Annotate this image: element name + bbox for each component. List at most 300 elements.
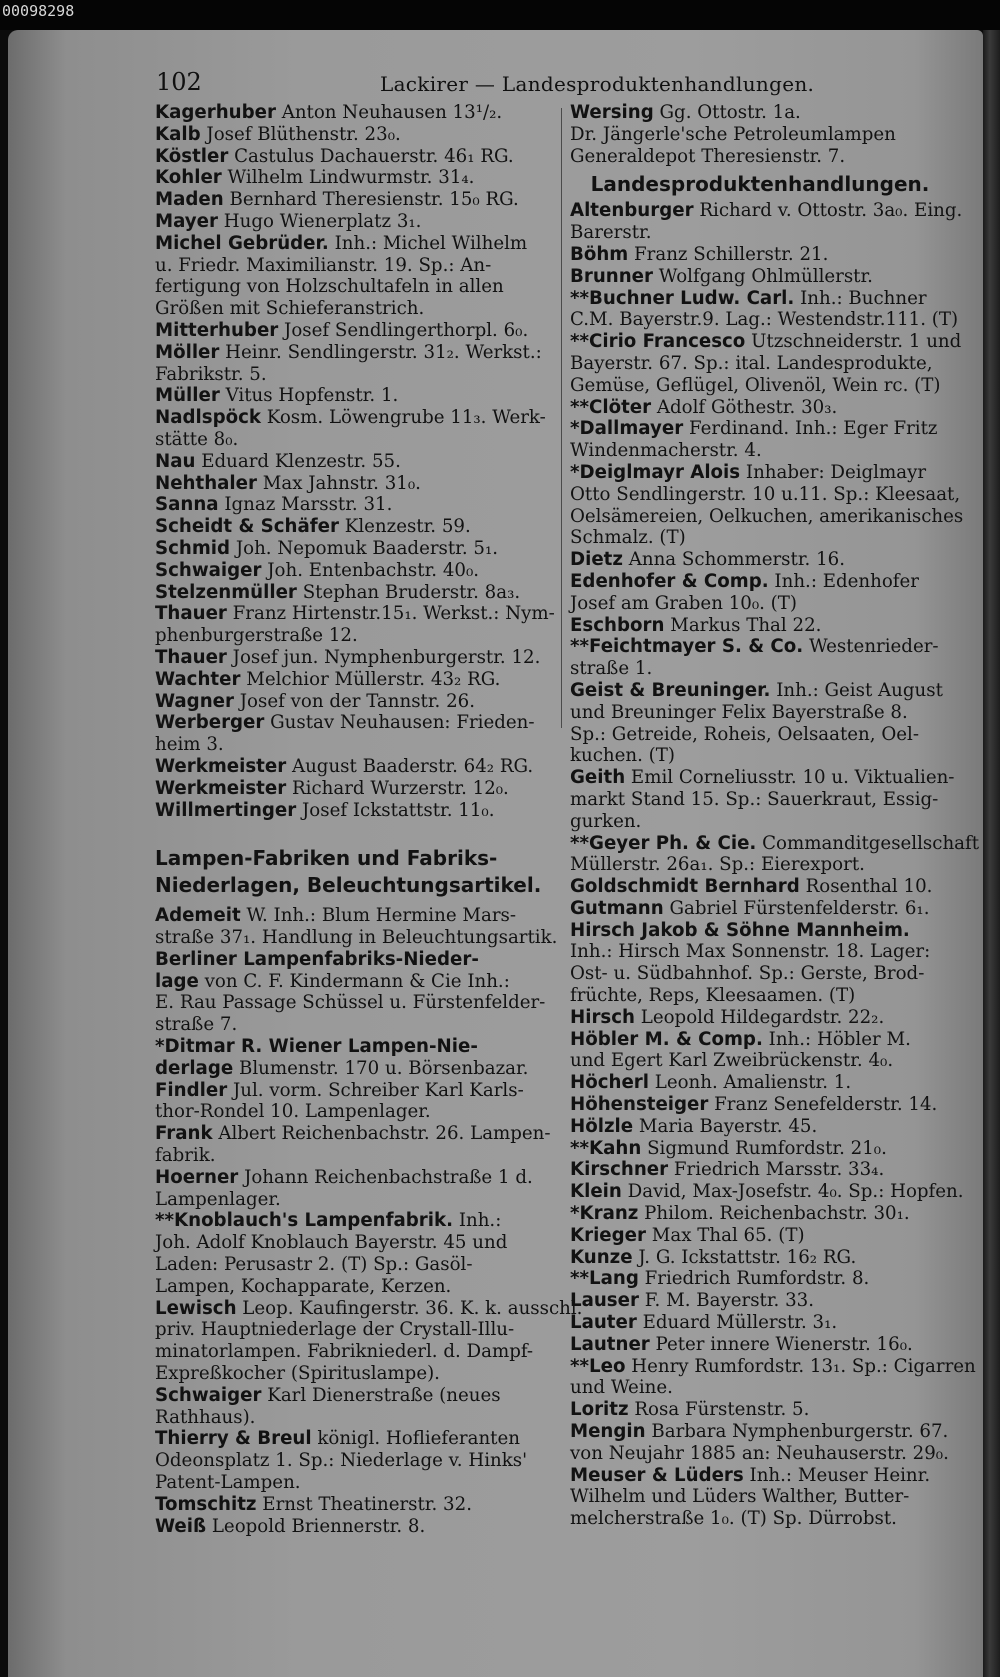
directory-line: [155, 1363, 555, 1385]
entry-name: Nau: [155, 450, 196, 472]
directory-line: [570, 615, 950, 637]
entry-details: Oelsämereien, Oelkuchen, amerikanisches: [570, 505, 964, 527]
entry-details: Generaldepot Theresienstr. 7.: [570, 145, 846, 167]
directory-line: [570, 418, 950, 440]
entry-name: *Deiglmayr Alois: [570, 461, 741, 483]
entry-details: Gg. Ottostr. 1a.: [653, 102, 801, 123]
entry-name: Schmid: [155, 537, 231, 559]
directory-line: [155, 1058, 555, 1080]
entry-details: Leopold Briennerstr. 8.: [206, 1515, 426, 1537]
directory-line: [570, 375, 950, 397]
directory-line: [155, 407, 555, 429]
entry-name: Köstler: [155, 145, 229, 167]
entry-name: Thierry & Breul: [155, 1428, 312, 1450]
directory-line: [570, 811, 950, 833]
entry-name: Möller: [155, 341, 220, 363]
directory-line: [155, 800, 555, 822]
entry-details: melcherstraße 1₀. (T) Sp. Dürrobst.: [570, 1508, 897, 1530]
directory-line: [570, 985, 950, 1007]
directory-line: [570, 1355, 976, 1378]
directory-line: [155, 1014, 555, 1036]
entry-details: Müllerstr. 26a₁. Sp.: Eierexport.: [570, 854, 865, 876]
entry-details: Inh.: Geist August: [770, 679, 943, 701]
entry-details: Ost- u. Südbahnhof. Sp.: Gerste, Brod-: [570, 963, 925, 985]
entry-details: minatorlampen. Fabrikniederl. d. Dampf-: [155, 1341, 534, 1363]
entry-details: Josef von der Tannstr. 26.: [233, 690, 476, 712]
directory-line: [570, 1268, 950, 1290]
entry-details: Inh.: Hirsch Max Sonnenstr. 18. Lager:: [570, 941, 931, 963]
entry-name: Thauer: [155, 603, 227, 625]
entry-name: Höcherl: [570, 1072, 649, 1094]
entry-name: **Feichtmayer S. & Co.: [570, 636, 804, 658]
directory-line: [570, 1377, 950, 1399]
directory-line: [155, 778, 555, 800]
entry-name: Willmertinger: [155, 799, 297, 821]
page-header: [150, 68, 950, 100]
directory-line: [155, 451, 555, 473]
directory-line: [155, 603, 555, 625]
directory-line: [155, 1516, 555, 1538]
right-column: [570, 102, 980, 1530]
directory-line: [155, 625, 555, 647]
directory-line: [155, 1080, 555, 1102]
directory-line: [570, 941, 950, 963]
entry-details: Barbara Nymphenburgerstr. 67.: [645, 1421, 949, 1443]
entry-name: **Clöter: [570, 396, 652, 418]
entry-details: Leonh. Amalienstr. 1.: [648, 1072, 852, 1094]
entry-name: Findler: [155, 1079, 228, 1101]
entry-details: Inhaber: Deiglmayr: [740, 461, 927, 483]
entry-details: Größen mit Schieferanstrich.: [155, 298, 425, 320]
entry-details: Lampen, Kochapparate, Kerzen.: [155, 1275, 452, 1297]
directory-line: [155, 429, 555, 451]
directory-line: [155, 927, 558, 949]
entry-details: Lampenlager.: [155, 1188, 281, 1210]
entry-details: Otto Sendlingerstr. 10 u.11. Sp.: Kleesaat,: [570, 483, 961, 505]
directory-line: [155, 691, 555, 713]
entry-details: Leop. Kaufingerstr. 36. K. k. ausschl.: [236, 1297, 583, 1319]
entry-details: Franz Senefelderstr. 14.: [708, 1094, 938, 1116]
entry-details: Josef jun. Nymphenburgerstr. 12.: [226, 646, 541, 668]
directory-line: [570, 244, 950, 266]
entry-details: E. Rau Passage Schüssel u. Fürstenfelder-: [155, 992, 546, 1014]
entry-name: Höbler M. & Comp.: [570, 1028, 763, 1050]
entry-name: **Leo: [570, 1355, 626, 1377]
entry-name: Tomschitz: [155, 1493, 257, 1515]
directory-line: [155, 146, 555, 168]
entry-details: Inh.: Edenhofer: [768, 570, 919, 592]
entry-name: Brunner: [570, 265, 653, 287]
section-heading-landesprodukte: Landesproduktenhandlungen.: [590, 172, 930, 197]
entry-name: Lauter: [570, 1312, 637, 1334]
entry-name: Werkmeister: [155, 777, 287, 799]
entry-details: und Weine.: [570, 1377, 673, 1399]
entry-name: Weiß: [155, 1515, 207, 1537]
entry-details: Inh.: Meuser Heinr.: [743, 1464, 931, 1486]
entry-name: Höhensteiger: [570, 1094, 709, 1116]
left-entries-lampen-lackirer: [155, 102, 555, 821]
entry-details: Josef Ickstattstr. 11₀.: [296, 799, 495, 821]
entry-name: Schwaiger: [155, 559, 262, 581]
directory-line: [155, 189, 555, 211]
entry-details: Rosa Fürstenstr. 5.: [628, 1399, 810, 1421]
entry-name: Kunze: [570, 1246, 633, 1268]
directory-line: [570, 222, 950, 244]
entry-details: Patent-Lampen.: [155, 1472, 301, 1494]
directory-line: [155, 342, 555, 364]
directory-line: [155, 494, 555, 516]
entry-details: Sp.: Getreide, Roheis, Oelsaaten, Oel-: [570, 723, 919, 745]
directory-line: [155, 1101, 555, 1123]
entry-details: Inh.: Buchner: [794, 287, 927, 309]
entry-details: Philom. Reichenbachstr. 30₁.: [638, 1203, 910, 1225]
entry-details: Wolfgang Ohlmüllerstr.: [652, 265, 873, 287]
scan-id: 00098298: [2, 2, 75, 20]
entry-details: Franz Hirtenstr.15₁. Werkst.: Nym-: [226, 603, 555, 625]
directory-line: [570, 200, 963, 222]
entry-name: **Geyer Ph. & Cie.: [570, 832, 757, 854]
entry-name: Berliner Lampenfabriks-Nieder-: [155, 948, 479, 970]
entry-details: Jul. vorm. Schreiber Karl Karls-: [227, 1079, 524, 1101]
entry-details: Schmalz. (T): [570, 527, 686, 549]
entry-name: lage: [155, 970, 199, 992]
entry-details: Utzschneiderstr. 1 und: [745, 331, 962, 353]
entry-name: **Knoblauch's Lampenfabrik.: [155, 1210, 454, 1232]
right-entries-landesprodukte: [570, 200, 980, 1530]
entry-details: Markus Thal 22.: [664, 614, 822, 636]
entry-name: Hölzle: [570, 1115, 634, 1137]
directory-line: [570, 505, 964, 528]
directory-line: [155, 1472, 555, 1494]
directory-line: [155, 538, 555, 560]
directory-line: [570, 397, 950, 419]
entry-details: Windenmacherstr. 4.: [570, 440, 762, 462]
entry-details: Fabrikstr. 5.: [155, 363, 267, 385]
entry-details: Josef am Graben 10₀. (T): [570, 592, 798, 614]
entry-details: Sigmund Rumfordstr. 21₀.: [641, 1137, 887, 1159]
entry-details: Stephan Bruderstr. 8a₃.: [296, 581, 521, 603]
directory-line: [570, 832, 980, 855]
directory-line: [570, 353, 950, 375]
entry-details: früchte, Reps, Kleesaamen. (T): [570, 985, 856, 1007]
entry-name: Mayer: [155, 210, 218, 232]
directory-line: [570, 571, 950, 593]
directory-line: [155, 320, 555, 342]
directory-line: [570, 593, 950, 615]
directory-line: [155, 756, 555, 778]
entry-details: Odeonsplatz 1. Sp.: Niederlage v. Hinks': [155, 1450, 528, 1472]
entry-details: Dr. Jängerle'sche Petroleumlampen: [570, 123, 896, 145]
entry-name: Scheidt & Schäfer: [155, 516, 339, 538]
entry-details: Emil Corneliusstr. 10 u. Viktualien-: [625, 767, 955, 789]
directory-line: [155, 385, 555, 407]
entry-name: Goldschmidt Bernhard: [570, 876, 800, 898]
running-head: Lackirer — Landesproduktenhandlungen.: [380, 72, 815, 96]
directory-line: [155, 949, 555, 971]
entry-details: stätte 8₀.: [155, 428, 239, 450]
entry-name: Hoerner: [155, 1166, 239, 1188]
directory-line: [570, 146, 950, 168]
entry-details: Inh.: Höbler M.: [762, 1028, 911, 1050]
entry-name: Geist & Breuninger.: [570, 679, 771, 701]
directory-line: [155, 1450, 555, 1472]
entry-name: Kalb: [155, 123, 201, 145]
entry-name: Stelzenmüller: [155, 581, 297, 603]
entry-name: Werkmeister: [155, 755, 287, 777]
entry-name: **Cirio Francesco: [570, 331, 746, 353]
entry-details: phenburgerstraße 12.: [155, 625, 358, 647]
entry-details: Wilhelm Lindwurmstr. 31₄.: [221, 167, 475, 189]
entry-details: Westenrieder-: [803, 636, 939, 658]
entry-details: Expreßkocher (Spirituslampe).: [155, 1363, 440, 1385]
directory-line: [155, 647, 555, 669]
directory-line: [155, 1276, 555, 1298]
entry-details: priv. Hauptniederlage der Crystall-Illu-: [155, 1319, 515, 1341]
entry-details: Max Jahnstr. 31₀.: [256, 472, 421, 494]
entry-name: Edenhofer & Comp.: [570, 570, 769, 592]
entry-details: Laden: Perusastr 2. (T) Sp.: Gasöl-: [155, 1254, 473, 1276]
entry-name: Kirschner: [570, 1159, 669, 1181]
entry-details: Eduard Klenzestr. 55.: [195, 450, 401, 472]
directory-line: [570, 1203, 950, 1225]
entry-name: Krieger: [570, 1224, 646, 1246]
directory-line: [155, 905, 555, 927]
directory-line: [155, 276, 555, 298]
directory-line: [155, 669, 555, 691]
entry-details: Hugo Wienerplatz 3₁.: [217, 210, 422, 232]
directory-line: [570, 1181, 964, 1203]
directory-line: [570, 1072, 950, 1094]
entry-details: Wilhelm und Lüders Walther, Butter-: [570, 1486, 910, 1508]
directory-line: [155, 473, 555, 495]
directory-line: [155, 712, 555, 734]
directory-line: [570, 963, 950, 985]
left-column: [155, 102, 583, 1537]
directory-line: [155, 1494, 555, 1516]
entry-name: *Ditmar R. Wiener Lampen-Nie-: [155, 1036, 478, 1058]
entry-details: Henry Rumfordstr. 13₁. Sp.: Cigarren: [625, 1355, 976, 1377]
entry-name: Nadlspöck: [155, 407, 261, 429]
entry-name: Mitterhuber: [155, 319, 279, 341]
entry-details: heim 3.: [155, 734, 224, 756]
entry-details: Anton Neuhausen 13¹/₂.: [275, 102, 503, 123]
section-heading-line: Lampen-Fabriken und Fabriks-: [155, 846, 498, 871]
directory-line: [570, 1508, 950, 1530]
directory-line: [570, 767, 955, 789]
entry-details: Leopold Hildegardstr. 22₂.: [634, 1006, 885, 1028]
entry-details: Franz Schillerstr. 21.: [628, 243, 829, 265]
entry-name: Werberger: [155, 712, 265, 734]
directory-line: [155, 1297, 583, 1320]
entry-details: Inh.:: [453, 1210, 502, 1232]
entry-details: Ernst Theatinerstr. 32.: [256, 1493, 472, 1515]
directory-line: [570, 724, 950, 746]
entry-details: Castulus Dachauerstr. 46₁ RG.: [228, 145, 514, 167]
entry-details: thor-Rondel 10. Lampenlager.: [155, 1101, 431, 1123]
entry-details: Kosm. Löwengrube 11₃. Werk-: [260, 407, 546, 429]
entry-name: Loritz: [570, 1399, 629, 1421]
entry-name: Michel Gebrüder.: [155, 232, 329, 254]
directory-line: [570, 1334, 950, 1356]
entry-details: Adolf Göthestr. 30₃.: [651, 396, 838, 418]
entry-name: Dietz: [570, 549, 623, 571]
directory-line: [570, 549, 950, 571]
entry-details: Vitus Hopfenstr. 1.: [219, 385, 399, 407]
directory-line: [155, 582, 555, 604]
entry-name: **Lang: [570, 1268, 639, 1290]
entry-name: **Kahn: [570, 1137, 642, 1159]
entry-name: Ademeit: [155, 905, 241, 927]
entry-name: Lautner: [570, 1333, 650, 1355]
entry-details: Richard Wurzerstr. 12₀.: [286, 777, 509, 799]
directory-line: [570, 1029, 950, 1051]
entry-name: Lewisch: [155, 1297, 237, 1319]
directory-line: [155, 560, 555, 582]
entry-details: Gabriel Fürstenfelderstr. 6₁.: [663, 897, 930, 919]
directory-line: [155, 1167, 555, 1189]
entry-details: Friedrich Rumfordstr. 8.: [638, 1268, 870, 1290]
entry-name: Sanna: [155, 494, 219, 516]
entry-name: Hirsch: [570, 1006, 635, 1028]
entry-details: Richard v. Ottostr. 3a₀. Eing.: [693, 200, 963, 222]
entry-name: Geith: [570, 767, 626, 789]
entry-details: Joh. Entenbachstr. 40₀.: [261, 559, 480, 581]
scan-header-bar: [0, 0, 1000, 30]
directory-line: [570, 266, 950, 288]
entry-name: Gutmann: [570, 897, 664, 919]
directory-line: [570, 1007, 950, 1029]
directory-line: [570, 1225, 950, 1247]
directory-line: [570, 898, 950, 920]
entry-details: Ignaz Marsstr. 31.: [218, 494, 393, 516]
directory-line: [570, 527, 950, 549]
entry-name: Wersing: [570, 102, 654, 123]
directory-line: [570, 1050, 950, 1072]
directory-line: [155, 102, 555, 124]
entry-details: F. M. Bayerstr. 33.: [638, 1290, 815, 1312]
section-heading-lampen: [155, 845, 555, 899]
directory-line: [570, 854, 950, 876]
entry-details: und Breuninger Felix Bayerstraße 8.: [570, 701, 908, 723]
entry-name: *Kranz: [570, 1203, 639, 1225]
directory-line: [155, 255, 555, 277]
directory-line: [570, 309, 959, 331]
directory-line: [155, 516, 555, 538]
directory-line: [570, 658, 950, 680]
entry-details: Joh. Adolf Knoblauch Bayerstr. 45 und: [155, 1232, 508, 1254]
entry-name: Eschborn: [570, 614, 665, 636]
entry-details: Anna Schommerstr. 16.: [622, 549, 846, 571]
entry-details: Friedrich Marsstr. 33₄.: [668, 1159, 885, 1181]
directory-line: [570, 702, 950, 724]
entry-details: u. Friedr. Maximilianstr. 19. Sp.: An-: [155, 254, 492, 276]
directory-line: [155, 211, 555, 233]
entry-details: fertigung von Holzschultafeln in allen: [155, 276, 504, 298]
entry-details: Blumenstr. 170 u. Börsenbazar.: [233, 1057, 529, 1079]
entry-details: W. Inh.: Blum Hermine Mars-: [240, 905, 517, 927]
entry-details: Inh.: Michel Wilhelm: [328, 232, 528, 254]
directory-line: [570, 1443, 950, 1465]
entry-name: Klein: [570, 1181, 622, 1203]
directory-line: [155, 1407, 555, 1429]
entry-name: Hirsch Jakob & Söhne Mannheim.: [570, 919, 910, 941]
left-entries-lampen-fabriken: [155, 905, 583, 1537]
right-entries-lackirer: [570, 102, 950, 167]
entry-details: Joh. Nepomuk Baaderstr. 5₁.: [230, 537, 499, 559]
entry-details: markt Stand 15. Sp.: Sauerkraut, Essig-: [570, 788, 939, 810]
directory-line: [570, 1094, 950, 1116]
entry-details: Bayerstr. 67. Sp.: ital. Landesprodukte,: [570, 352, 933, 374]
directory-line: [155, 1385, 555, 1407]
directory-line: [155, 233, 555, 255]
entry-details: David, Max-Josefstr. 4₀. Sp.: Hopfen.: [621, 1181, 964, 1203]
directory-line: [155, 364, 555, 386]
directory-line: [570, 636, 950, 658]
entry-details: Ferdinand. Inh.: Eger Fritz: [683, 418, 938, 440]
entry-details: von Neujahr 1885 an: Neuhauserstr. 29₀.: [570, 1442, 949, 1464]
entry-details: Peter innere Wienerstr. 16₀.: [649, 1333, 913, 1355]
entry-details: und Egert Karl Zweibrückenstr. 4₀.: [570, 1050, 894, 1072]
entry-name: Schwaiger: [155, 1384, 262, 1406]
entry-name: **Buchner Ludw. Carl.: [570, 287, 795, 309]
directory-line: [570, 331, 962, 353]
directory-line: [155, 1189, 555, 1211]
entry-details: kuchen. (T): [570, 745, 675, 767]
directory-line: [570, 1421, 950, 1443]
directory-line: [570, 483, 961, 506]
entry-details: von C. F. Kindermann & Cie Inh.:: [198, 970, 510, 992]
column-divider: [561, 108, 562, 728]
page-number: 102: [156, 68, 202, 96]
directory-line: [570, 789, 950, 811]
entry-details: Melchior Müllerstr. 43₂ RG.: [240, 668, 501, 690]
entry-name: Böhm: [570, 243, 629, 265]
entry-details: Rosenthal 10.: [799, 876, 933, 898]
entry-details: fabrik.: [155, 1145, 216, 1167]
directory-line: [570, 680, 950, 702]
entry-details: straße 37₁. Handlung in Beleuchtungsartik.: [155, 927, 558, 949]
entry-details: Johann Reichenbachstraße 1 d.: [238, 1166, 533, 1188]
directory-line: [155, 1123, 555, 1145]
entry-name: Maden: [155, 189, 224, 211]
directory-line: [570, 920, 950, 942]
directory-line: [570, 1159, 950, 1181]
directory-line: [155, 298, 555, 320]
directory-line: [570, 102, 950, 124]
entry-details: straße 7.: [155, 1014, 238, 1036]
page-edge: [983, 30, 1000, 1677]
entry-details: Bernhard Theresienstr. 15₀ RG.: [223, 189, 519, 211]
directory-line: [570, 745, 950, 767]
directory-line: [570, 440, 950, 462]
directory-line: [155, 1232, 555, 1254]
directory-line: [570, 1486, 950, 1508]
entry-details: Josef Sendlingerthorpl. 6₀.: [278, 319, 529, 341]
entry-details: Gustav Neuhausen: Frieden-: [264, 712, 535, 734]
directory-line: [570, 1399, 950, 1421]
entry-details: Commanditgesellschaft: [756, 832, 980, 854]
directory-line: [570, 1312, 950, 1334]
entry-name: Meuser & Lüders: [570, 1464, 744, 1486]
entry-details: Klenzestr. 59.: [338, 516, 471, 538]
directory-line: [570, 1247, 950, 1269]
directory-line: [155, 124, 555, 146]
directory-line: [155, 167, 555, 189]
entry-name: Lauser: [570, 1290, 639, 1312]
directory-line: [570, 124, 950, 146]
directory-line: [155, 971, 555, 993]
entry-details: Eduard Müllerstr. 3₁.: [636, 1312, 838, 1334]
